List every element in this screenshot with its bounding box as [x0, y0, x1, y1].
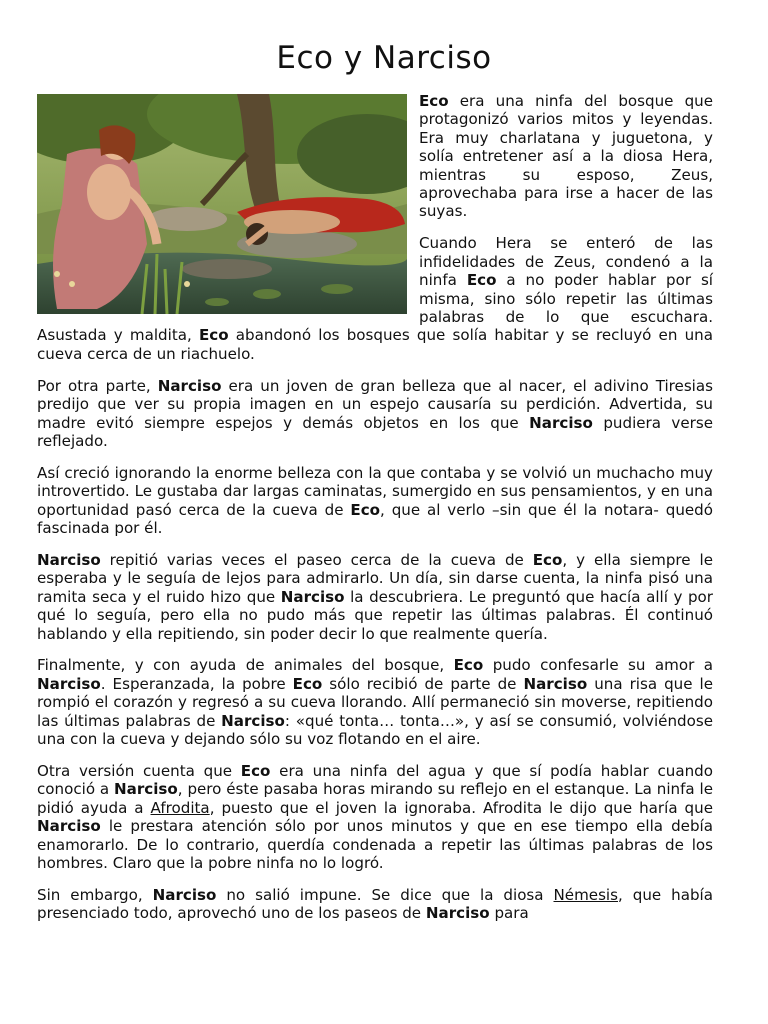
paragraph-text: pudiera verse reflejado.	[37, 413, 713, 450]
paragraph-text: Otra versión cuenta que	[37, 762, 241, 780]
name-eco: Eco	[532, 550, 563, 569]
name-narciso: Narciso	[37, 674, 101, 693]
document-body	[37, 92, 713, 936]
paragraph-text: era una ninfa del bosque que protagonizó varios mitos y leyendas. Era muy charlatana y juguetona, y solía entretener así a la diosa Hera, mientras su esposo, Zeus, aprovechaba para irse a hacer de las suyas.	[419, 92, 713, 221]
name-eco: Eco	[466, 271, 497, 290]
paragraph-text: : «qué tonta… tonta…», y así se consumió, volviéndose una con la cueva y dejando sólo su voz flotando en el aire.	[37, 711, 713, 749]
paragraph-text: era una ninfa del agua y que sí podía hablar cuando conoció a	[37, 762, 713, 799]
name-narciso: Narciso	[114, 780, 178, 799]
paragraph-3	[37, 377, 713, 451]
name-narciso: Narciso	[37, 550, 101, 569]
name-narciso: Narciso	[221, 711, 285, 730]
paragraph-text: para	[489, 904, 529, 923]
paragraph-text: era un joven de gran belleza que al nacer, el adivino Tiresias predijo que ver su propia imagen en un espejo causaría su perdición. Advertida, su madre evitó siempre espejos y demás objetos en los que	[37, 376, 713, 432]
paragraph-text: a no poder hablar por sí misma, sino sólo repetir las últimas palabras de lo que escuchara. Asustada y maldita,	[37, 271, 713, 345]
name-narciso: Narciso	[280, 587, 345, 606]
name-eco: Eco	[198, 326, 229, 345]
paragraph-text: repitió varias veces el paseo cerca de la cueva de	[100, 550, 533, 569]
paragraph-text: no salió impune. Se dice que la diosa	[216, 885, 554, 904]
paragraph-7	[37, 762, 713, 872]
paragraph-8	[37, 886, 713, 923]
afrodita-link[interactable]: Afrodita	[150, 798, 210, 817]
paragraph-text: , pero éste pasaba horas mirando su reflejo en el estanque. La ninfa le pidió ayuda a	[37, 780, 713, 817]
name-narciso: Narciso	[37, 817, 101, 836]
name-eco: Eco	[419, 92, 449, 110]
name-narciso: Narciso	[529, 413, 593, 432]
name-narciso: Narciso	[425, 904, 490, 923]
name-narciso: Narciso	[523, 674, 588, 693]
paragraph-text: , puesto que el joven la ignoraba. Afrodita le dijo que haría que	[209, 798, 713, 817]
paragraph-text: Sin embargo,	[37, 885, 153, 904]
name-narciso: Narciso	[152, 885, 217, 904]
name-eco: Eco	[240, 762, 271, 780]
paragraph-text: le prestara atención sólo por unos minutos y que en ese tiempo ella debía enamorarlo. De lo contrario, querdía condenada a repetir las últimas palabras de los hombres. Claro que la pobre ninfa no lo logró.	[37, 817, 713, 873]
paragraph-text: pudo confesarle su amor a	[483, 656, 713, 675]
name-narciso: Narciso	[157, 376, 222, 395]
nemesis-link[interactable]: Némesis	[553, 885, 618, 904]
painting-image	[37, 94, 407, 314]
paragraph-text: Así creció ignorando la enorme belleza con la que contaba y se volvió un muchacho muy introvertido. Le gustaba dar largas caminatas, sumergido en sus pensamientos, y en una oportunidad pasó cerca de la cueva de	[37, 463, 713, 519]
name-eco: Eco	[453, 656, 484, 675]
paragraph-text: Por otra parte,	[37, 376, 158, 395]
paragraph-text: la descubriera. Le preguntó que hacía allí y por qué lo seguía, pero ella no pudo más que repetir las últimas palabras. Él continuó hablando y ella repitiendo, sin poder decir lo que realmente quería.	[37, 587, 713, 643]
name-eco: Eco	[292, 674, 323, 693]
paragraph-text: , que al verlo –sin que él la notara- quedó fascinada por él.	[37, 500, 713, 538]
paragraph-text: abandonó los bosques que solía habitar y se recluyó en una cueva cerca de un riachuelo.	[37, 326, 713, 363]
paragraph-text: Cuando Hera se enteró de las infidelidades de Zeus, condenó a la ninfa	[419, 234, 713, 290]
name-eco: Eco	[350, 500, 381, 519]
paragraph-text: Finalmente, y con ayuda de animales del bosque,	[37, 656, 454, 675]
paragraph-6	[37, 656, 713, 748]
paragraph-text: sólo recibió de parte de	[322, 674, 524, 693]
paragraph-text: una risa que le rompió el corazón y regresó a su cueva llorando. Allí permaneció sin moverse, repitiendo las últimas palabras de	[37, 674, 714, 730]
page-title: Eco y Narciso	[276, 40, 492, 76]
paragraph-text: , que había presenciado todo, aprovechó uno de los paseos de	[37, 885, 713, 923]
paragraph-text: , y ella siempre le esperaba y le seguía de lejos para admirarlo. Un día, sin darse cuenta, la ninfa pisó una ramita seca y el ruido hizo que	[37, 550, 713, 606]
paragraph-4	[37, 464, 713, 538]
paragraph-5	[37, 551, 713, 643]
paragraph-text: . Esperanzada, la pobre	[100, 674, 293, 693]
